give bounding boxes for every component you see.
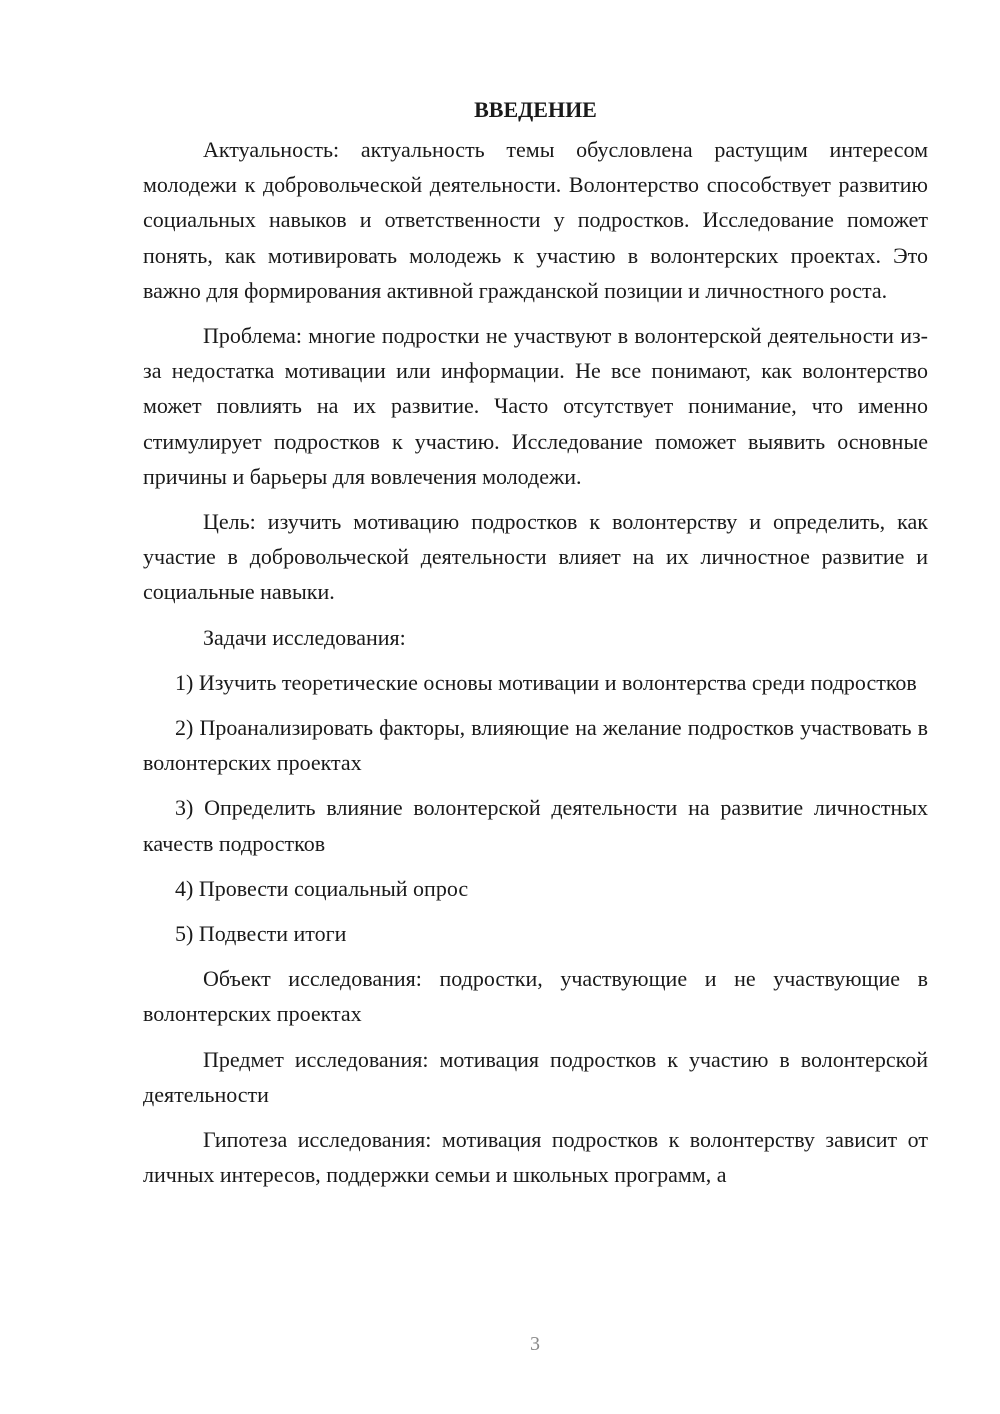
relevance-paragraph: Актуальность: актуальность темы обусловлена растущим интересом молодежи к добровольческой деятельности. Волонтерство способствует развитию социальных навыков и ответственности у подростков. Исследование поможет понять, как мотивировать молодежь к участию в волонтерских проектах. Это важно для формирования активной гражданской позиции и личностного роста. xyxy=(143,137,928,303)
task-item: 2) Проанализировать факторы, влияющие на желание подростков участвовать в волонтерских проектах xyxy=(143,715,928,776)
problem-paragraph: Проблема: многие подростки не участвуют в волонтерской деятельности из-за недостатка мотивации или информации. Не все понимают, как волонтерство может повлиять на их развитие. Часто отсутствует понимание, что именно стимулирует подростков к участию. Исследование поможет выявить основные причины и барьеры для вовлечения молодежи. xyxy=(143,323,928,489)
object-paragraph: Объект исследования: подростки, участвующие и не участвующие в волонтерских проектах xyxy=(143,966,928,1027)
document-page xyxy=(143,92,928,1202)
task-item: 3) Определить влияние волонтерской деятельности на развитие личностных качеств подростков xyxy=(143,795,928,856)
subject-paragraph: Предмет исследования: мотивация подростков к участию в волонтерской деятельности xyxy=(143,1046,928,1107)
task-item: 5) Подвести итоги xyxy=(175,921,347,947)
tasks-list xyxy=(143,665,928,951)
hypothesis-paragraph: Гипотеза исследования: мотивация подростков к волонтерству зависит от личных интересов, поддержки семьи и школьных программ, а xyxy=(143,1127,928,1188)
section-title: ВВЕДЕНИЕ xyxy=(474,97,597,122)
goal-paragraph: Цель: изучить мотивацию подростков к волонтерству и определить, как участие в добровольческой деятельности влияет на их личностное развитие и социальные навыки. xyxy=(143,509,928,605)
task-item: 4) Провести социальный опрос xyxy=(175,875,469,901)
task-item: 1) Изучить теоретические основы мотивации и волонтерства среди подростков xyxy=(175,669,917,695)
tasks-heading: Задачи исследования: xyxy=(203,624,406,650)
page-number: 3 xyxy=(530,1333,540,1355)
